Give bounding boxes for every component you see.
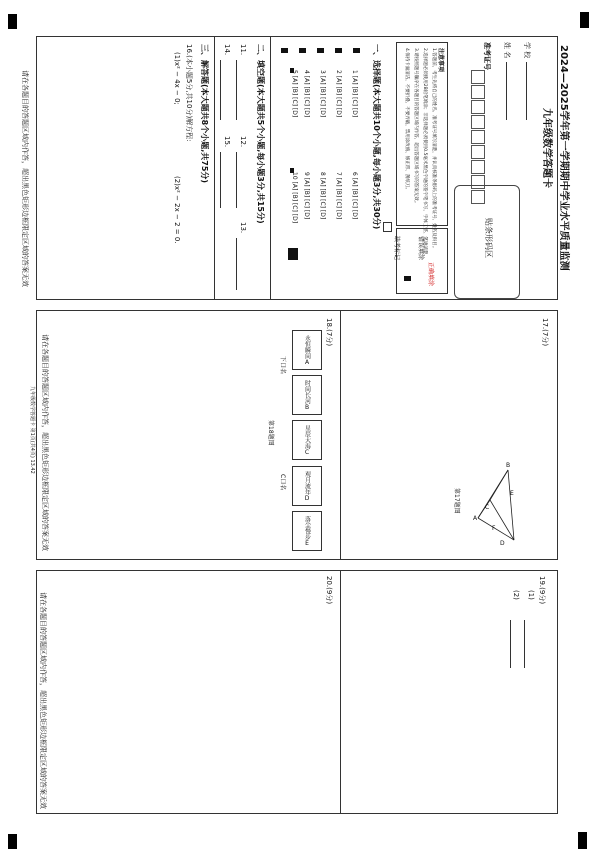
q17-pt-d: D (500, 540, 505, 547)
notice-line-4: 4.保持卡面清洁，不要折叠、不要弄破，禁用涂改液、修正带、刮纸刀。 (404, 48, 409, 192)
q18-label: 18.(7分) (325, 318, 333, 347)
q16-part2: (2)x² − 2x − 2 = 0. (173, 176, 181, 244)
q16-part1: (1)x² − 4x − 0; (173, 52, 181, 105)
blank-11-label: 11. (239, 44, 247, 56)
corner-mark-top-right (580, 12, 589, 28)
timing-mark (353, 48, 360, 53)
blank-14-line[interactable] (220, 60, 221, 120)
timing-mark (288, 248, 298, 260)
q19-label: 19.(9分) (538, 576, 546, 605)
q19-line-1[interactable] (524, 620, 525, 668)
page-subtitle: 九年级数学答题卡 (541, 108, 552, 188)
notice-line-2: 2.选择题必须使用2B铅笔填涂；非选择题必须使用0.5毫米黑色字迹的签字笔书写，字体工整、笔迹清楚。 (422, 48, 427, 259)
q19-part2: (2) (512, 590, 520, 600)
corner-mark-bottom-left (8, 834, 17, 849)
absent-mark-box[interactable] (383, 222, 392, 232)
mc-q3[interactable]: 3 [A] [B] [C] [D] (319, 70, 326, 118)
mc-q9[interactable]: 9 [A] [B] [C] [D] (303, 172, 310, 220)
corner-mark-bottom-right (578, 832, 587, 849)
boundary-warning-1: 请在各题目的答题区域内作答，超出黑色矩形边框限定区域的答案无效 (21, 70, 29, 287)
boundary-warning-2: 请在各题目的答题区域内作答，超出黑色矩形边框限定区域的答案无效 (41, 334, 49, 551)
q16-label: 16.(本小题5分,共10分)解方程: (185, 44, 193, 142)
q17-pt-f: F (492, 525, 496, 532)
blank-13-label: 13. (239, 222, 247, 234)
blank-13-line[interactable] (236, 238, 237, 290)
section-divider (270, 36, 271, 300)
q17-pt-e: E (510, 490, 514, 497)
q17-pt-b: B (506, 462, 511, 469)
fill-wrong-label: 错误填涂 (417, 236, 424, 261)
school-label: 学 校 (523, 42, 531, 59)
mc-q5[interactable]: 5 [A] [B] [C] [D] (291, 70, 298, 118)
bottom-panel (36, 570, 558, 814)
bottom-divider (340, 570, 341, 814)
fill-example-label: 正确填涂 (427, 262, 434, 287)
q17-pt-a: A (473, 515, 478, 522)
absent-mark-label: 缺考标记 (393, 236, 400, 261)
q18-card-d: 观月流年 D (292, 466, 322, 506)
notice-line-3: 3.请按照题号顺序在各题目的答题区域内作答，超出答题区域书写的答案无效。 (413, 48, 418, 206)
timing-mark (335, 48, 342, 53)
blank-15-line[interactable] (220, 152, 221, 208)
q18-figure-caption: 第18题图 (267, 420, 274, 446)
blank-12-label: 12. (239, 136, 247, 148)
corner-mark-top-left (8, 14, 17, 29)
mc-q2[interactable]: 2 [A] [B] [C] [D] (335, 70, 342, 118)
blank-12-line[interactable] (236, 152, 237, 208)
mc-grid (280, 44, 366, 264)
fill-example-mark (404, 276, 411, 281)
mc-q10[interactable]: 10 [A] [B] [C] [D] (291, 172, 298, 224)
section3-title: 三、解答题(本大题共8个小题,共75分) (200, 44, 209, 184)
boundary-warning-3: 请在各题目的答题区域内作答，超出黑色矩形边框限定区域的答案无效 (39, 592, 47, 809)
q18-card-c: 星辰大海 C (292, 420, 322, 460)
notice-title: 注意事项 (437, 48, 444, 73)
timing-mark (317, 48, 324, 53)
q17-figure-caption: 第17题图 (453, 488, 460, 514)
mc-q7[interactable]: 7 [A] [B] [C] [D] (335, 172, 342, 220)
q20-label: 20.(9分) (325, 576, 333, 605)
q18-card-a: 永恒瞬间 A (292, 330, 322, 370)
blank-14-label: 14. (223, 44, 231, 56)
exam-no-cells[interactable] (471, 70, 485, 204)
q18-card-b: 时间长河 B (292, 375, 322, 415)
timing-mark (281, 48, 288, 53)
mc-q6[interactable]: 6 [A] [B] [C] [D] (351, 172, 358, 220)
q17-pt-c: C (485, 504, 490, 511)
timing-mark (299, 48, 306, 53)
mc-q4[interactable]: 4 [A] [B] [C] [D] (303, 70, 310, 118)
q18-card-e: 落尘慢步 E (292, 511, 322, 551)
page-footer: 九年级数学答题卡 第1页(共4页) 13.42 (29, 386, 35, 474)
page-title: 2024—2025学年第一学期期中学业水平质量监测 (558, 45, 569, 271)
q19-line-2[interactable] (510, 620, 511, 668)
barcode-area-label: 贴条形码区 (484, 218, 493, 258)
name-field[interactable] (506, 62, 507, 120)
section-divider-2 (214, 36, 215, 300)
notice-line-1: 1.答题前，考生先将自己的姓名、准考证号填写清楚，并认真核准条形码上的准考证号、姓名及科目。 (431, 48, 436, 251)
q18-right-caption: C口名 (279, 474, 286, 491)
section1-title: 一、选择题(本大题共10个小题,每小题3分,共30分) (372, 44, 381, 230)
blank-15-label: 15. (223, 136, 231, 148)
exam-no-label: 准考证号 (483, 42, 491, 70)
middle-divider (340, 310, 341, 560)
name-label: 姓 名 (503, 42, 511, 59)
q17-label: 17.(7分) (541, 318, 549, 347)
school-field[interactable] (526, 62, 527, 120)
q19-part1: (1) (527, 590, 535, 600)
q18-left-caption: 下口名 (279, 356, 286, 375)
q17-figure (470, 460, 520, 550)
mc-q8[interactable]: 8 [A] [B] [C] [D] (319, 172, 326, 220)
mc-q1[interactable]: 1 [A] [B] [C] [D] (351, 70, 358, 118)
blank-11-line[interactable] (236, 60, 237, 120)
section2-title: 二、填空题(本大题共5个小题,每小题3分,共15分) (256, 44, 265, 224)
